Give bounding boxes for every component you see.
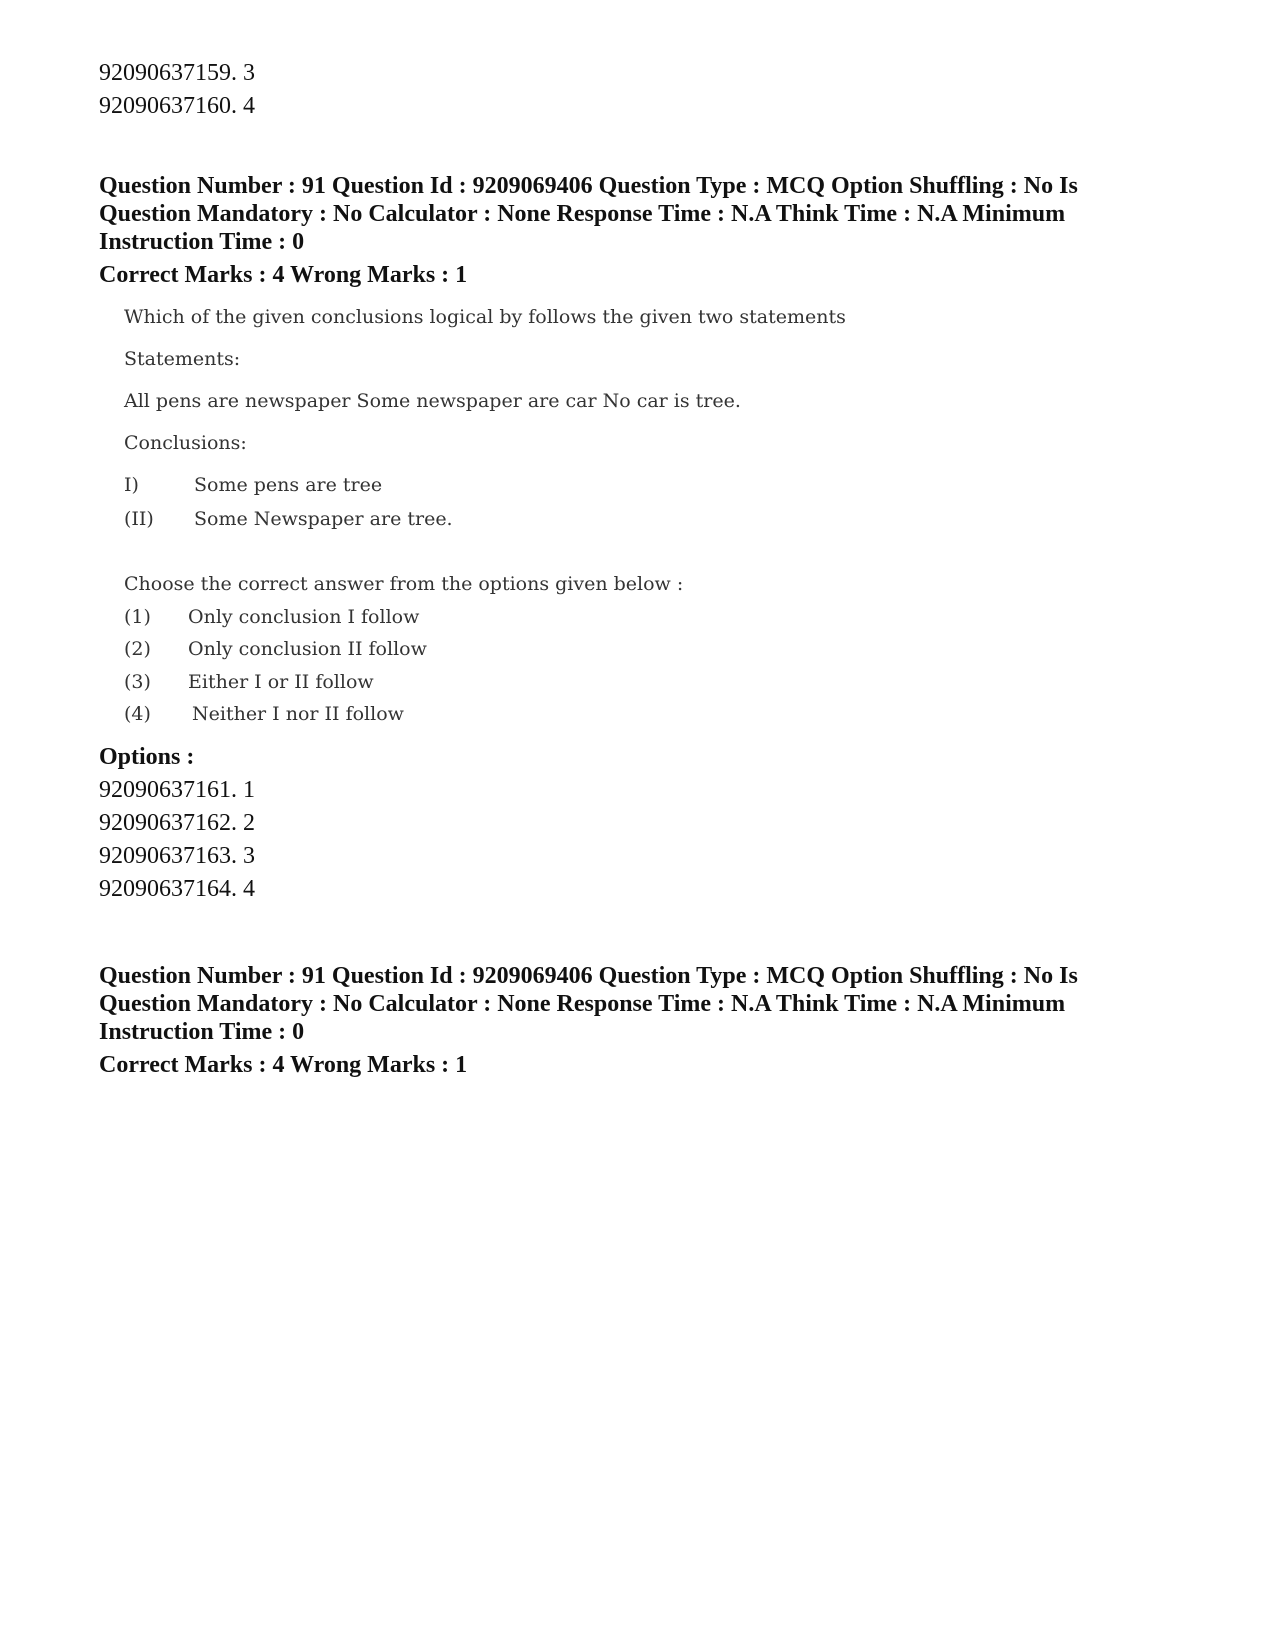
- choice-text: Only conclusion II follow: [188, 638, 427, 660]
- choice-text: Only conclusion I follow: [188, 606, 420, 628]
- marks-line: Correct Marks : 4 Wrong Marks : 1: [99, 262, 468, 288]
- marks-line: Correct Marks : 4 Wrong Marks : 1: [99, 1052, 468, 1078]
- statements-label: Statements:: [124, 348, 241, 370]
- conclusions-label: Conclusions:: [124, 432, 247, 454]
- option-line: 92090637159. 3: [99, 60, 255, 86]
- question-header: Question Number : 91 Question Id : 9209069406 Question Type : MCQ Option Shuffling : No Is Question Mandatory : No Calculator : None Response Time : N.A Think Time : N.A Minimum Instruction Time : 0: [99, 173, 1078, 255]
- option-line: 92090637163. 3: [99, 843, 255, 869]
- choice-number: (1): [124, 606, 151, 628]
- conclusion-number: I): [124, 474, 139, 496]
- option-line: 92090637160. 4: [99, 93, 255, 119]
- conclusion-number: (II): [124, 508, 154, 530]
- option-line: 92090637164. 4: [99, 876, 255, 902]
- choose-text: Choose the correct answer from the options given below :: [124, 573, 684, 595]
- question-text: Which of the given conclusions logical by follows the given two statements: [124, 306, 846, 328]
- choice-number: (4): [124, 703, 151, 725]
- question-body: [124, 306, 844, 746]
- choice-number: (2): [124, 638, 151, 660]
- conclusion-text: Some pens are tree: [194, 474, 383, 496]
- option-line: 92090637161. 1: [99, 777, 255, 803]
- choice-number: (3): [124, 671, 151, 693]
- conclusion-text: Some Newspaper are tree.: [194, 508, 453, 530]
- choice-text: Either I or II follow: [188, 671, 374, 693]
- options-label: Options :: [99, 744, 195, 770]
- question-header: Question Number : 91 Question Id : 9209069406 Question Type : MCQ Option Shuffling : No Is Question Mandatory : No Calculator : None Response Time : N.A Think Time : N.A Minimum Instruction Time : 0: [99, 963, 1078, 1045]
- statements-text: All pens are newspaper Some newspaper are car No car is tree.: [124, 390, 741, 412]
- option-line: 92090637162. 2: [99, 810, 255, 836]
- choice-text: Neither I nor II follow: [192, 703, 404, 725]
